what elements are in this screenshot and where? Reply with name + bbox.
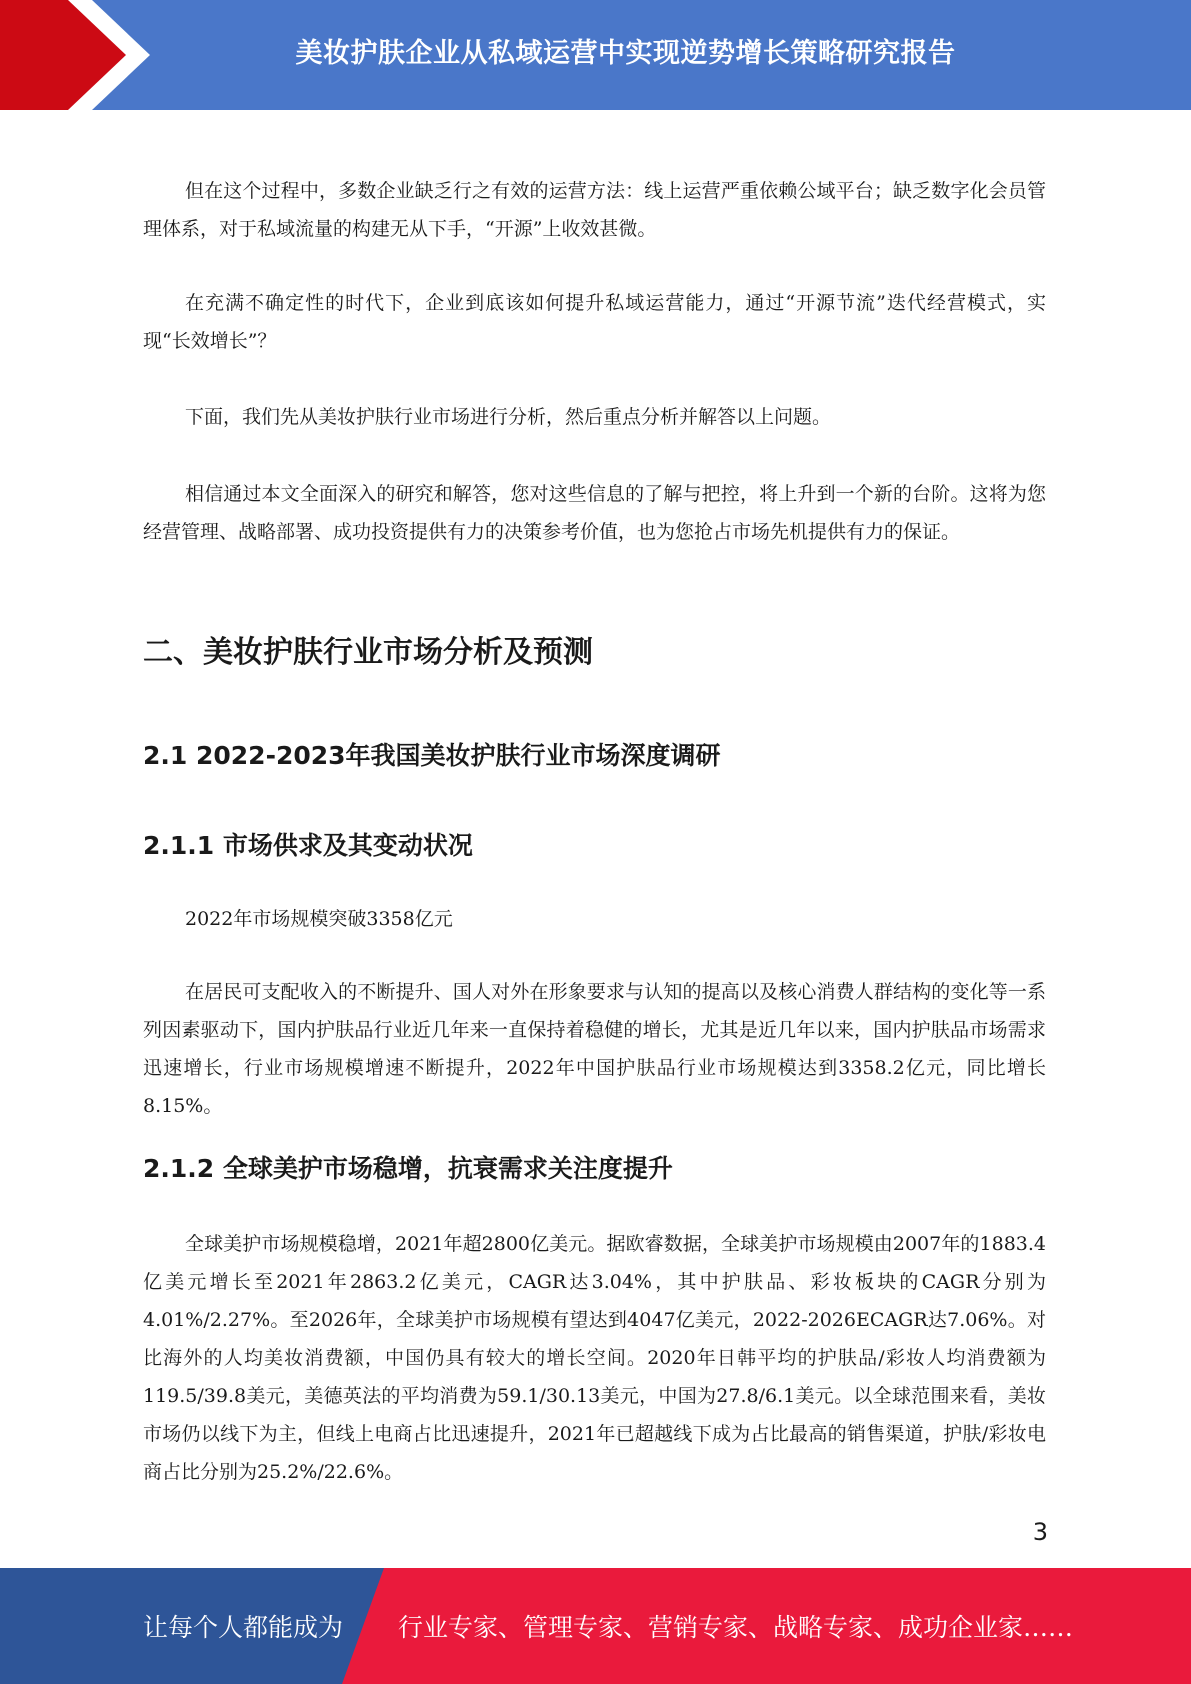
page-header [0,0,1191,110]
subsection-heading-2-1-1: 2.1.1 市场供求及其变动状况 [143,831,473,860]
header-title: 美妆护肤企业从私域运营中实现逆势增长策略研究报告 [295,37,956,69]
page-footer [0,1568,1191,1684]
paragraph-intro-3: 下面，我们先从美妆护肤行业市场进行分析，然后重点分析并解答以上问题。 [185,406,832,428]
footer-slogan-left: 让每个人都能成为 [143,1613,344,1642]
paragraph-intro-1: 但在这个过程中，多数企业缺乏行之有效的运营方法：线上运营严重依赖公域平台；缺乏数字化会员管理体系，对于私域流量的构建无从下手，“开源”上收效甚微。 [143,180,1046,240]
paragraph-intro-2: 在充满不确定性的时代下，企业到底该如何提升私域运营能力，通过“开源节流”迭代经营模式，实现“长效增长”？ [143,292,1046,352]
subsection-heading-2-1-2: 2.1.2 全球美护市场稳增，抗衰需求关注度提升 [143,1154,673,1183]
paragraph-global-market: 全球美护市场规模稳增，2021年超2800亿美元。据欧睿数据，全球美护市场规模由2007年的1883.4亿美元增长至2021年2863.2亿美元，CAGR达3.04%，其中护肤品、彩妆板块的CAGR分别为4.01%/2.27%。至2026年，全球美护市场规模有望达到4047亿美元，2022-2026ECAGR达7.06%。对比海外的人均美妆消费额，中国仍具有较大的增长空间。2020年日韩平均的护肤品/彩妆人均消费额为119.5/39.8美元，美德英法的平均消费为59.1/30.13美元，中国为27.8/6.1美元。以全球范围来看，美妆市场仍以线下为主，但线上电商占比迅速提升，2021年已超越线下成为占比最高的销售渠道，护肤/彩妆电商占比分别为25.2%/22.6%。 [143,1233,1046,1483]
subsection-heading-2-1: 2.1 2022-2023年我国美妆护肤行业市场深度调研 [143,741,721,770]
paragraph-intro-4: 相信通过本文全面深入的研究和解答，您对这些信息的了解与把控，将上升到一个新的台阶。这将为您经营管理、战略部署、成功投资提供有力的决策参考价值，也为您抢占市场先机提供有力的保证。 [143,483,1046,543]
paragraph-market-size-lead: 2022年市场规模突破3358亿元 [185,908,453,930]
footer-slogan-right: 行业专家、管理专家、营销专家、战略专家、成功企业家…… [398,1613,1074,1642]
page-number: 3 [1032,1518,1048,1546]
paragraph-domestic-market: 在居民可支配收入的不断提升、国人对外在形象要求与认知的提高以及核心消费人群结构的变化等一系列因素驱动下，国内护肤品行业近几年来一直保持着稳健的增长，尤其是近几年以来，国内护肤品市场需求迅速增长，行业市场规模增速不断提升，2022年中国护肤品行业市场规模达到3358.2亿元，同比增长8.15%。 [143,981,1046,1117]
section-heading-2: 二、美妆护肤行业市场分析及预测 [143,635,593,670]
